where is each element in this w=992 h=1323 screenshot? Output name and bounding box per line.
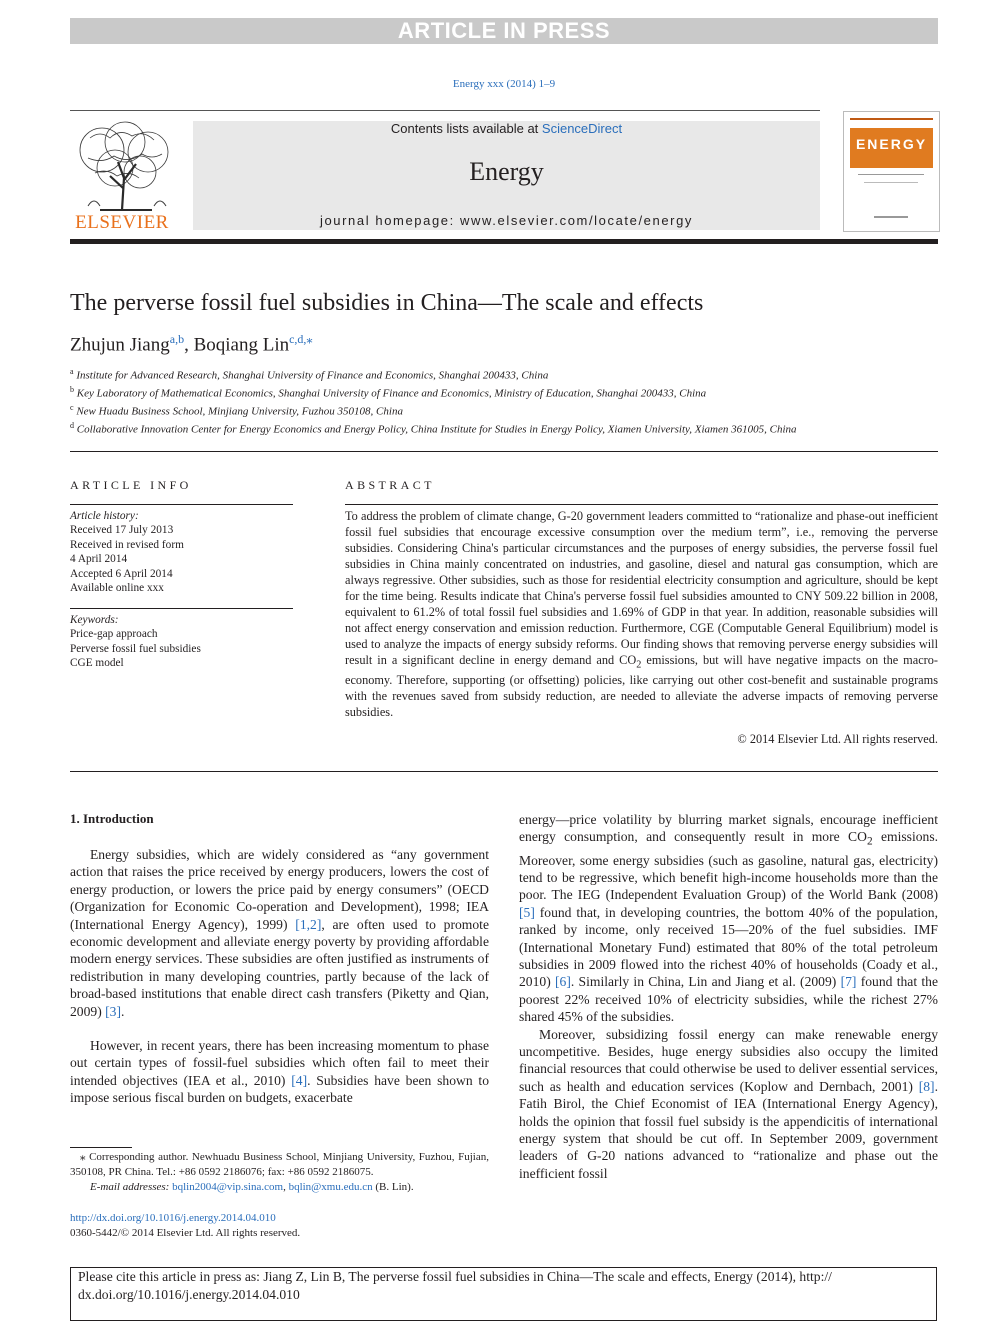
section-divider: [70, 451, 938, 452]
affiliation-item: [70, 401, 870, 419]
article-title: The perverse fossil fuel subsidies in China—The scale and effects: [70, 290, 704, 316]
body-paragraph: [519, 811, 938, 1026]
article-info-rule: [70, 504, 293, 505]
footnote-text: Corresponding author. Newhuadu Business School, Minjiang University, Fuzhou, Fujian, 350108, PR China. Tel.: +86 0592 2186076; fax: +86 0592 2186075.: [70, 1151, 489, 1178]
citation-box: [70, 1267, 937, 1321]
section-divider: [70, 771, 938, 772]
section-heading: 1. Introduction: [70, 811, 154, 826]
citation-line[interactable]: Please cite this article in press as: Jiang Z, Lin B, The perverse fossil fuel subsidies in China—The scale and effects, Energy (2014), http://: [78, 1269, 832, 1284]
corresponding-author-footnote: [70, 1150, 489, 1195]
author-name[interactable]: Zhujun Jiang: [70, 334, 170, 356]
body-paragraph: [70, 846, 489, 1020]
citation-link[interactable]: [8]: [918, 1078, 935, 1094]
affiliation-text: Collaborative Innovation Center for Energy Economics and Energy Policy, China Institute for Studies in Energy Policy, Xiamen University, Xiamen 361005, China: [76, 424, 797, 437]
affiliation-text: Institute for Advanced Research, Shanghai University of Finance and Economics, Shanghai 200433, China: [76, 369, 549, 382]
affiliations: [70, 365, 870, 438]
email-link[interactable]: bqlin@xmu.edu.cn: [288, 1181, 373, 1193]
author-affiliation-marker[interactable]: a,b: [169, 332, 185, 346]
email-suffix: (B. Lin).: [372, 1181, 414, 1193]
issn-line: 0360-5442/© 2014 Elsevier Ltd. All rights reserved.: [70, 1227, 301, 1239]
article-history: [70, 509, 293, 595]
body-paragraph: [70, 1037, 489, 1107]
journal-homepage-link[interactable]: journal homepage: www.elsevier.com/locate/energy: [319, 213, 694, 228]
affiliation-text: Key Laboratory of Mathematical Economics, Shanghai University of Finance and Economics, Ministry of Education, Shanghai 200433, China: [76, 387, 707, 400]
journal-reference[interactable]: Energy xxx (2014) 1–9: [452, 78, 556, 90]
author-list: Zhujun Jiang$^{a,b}$, Boqiang Lin$^{c,d,⁎}$: [70, 332, 313, 356]
history-entry: Available online xxx: [70, 582, 164, 595]
history-entry: Received in revised form: [70, 538, 184, 551]
header-top-rule: [70, 110, 820, 111]
header-bottom-rule: [70, 239, 938, 244]
doi-link[interactable]: http://dx.doi.org/10.1016/j.energy.2014.04.010: [70, 1212, 276, 1224]
citation-link[interactable]: [4]: [291, 1072, 308, 1088]
journal-cover-image: [843, 111, 940, 232]
subscript: 2: [636, 659, 642, 671]
contents-prefix: Contents lists available at: [390, 121, 542, 136]
email-label: E-mail addresses:: [90, 1181, 173, 1193]
keyword-item: Perverse fossil fuel subsidies: [70, 642, 201, 655]
affiliation-item: [70, 365, 870, 383]
contents-availability-line: [193, 121, 820, 136]
publisher-wordmark: ELSEVIER: [75, 212, 169, 233]
article-history-label: Article history:: [70, 510, 139, 522]
abstract-part: To address the problem of climate change, G-20 government leaders committed to “rationalize and phase-out inefficient fossil fuel subsidies that encourage excessive consumption over the medium term”, i.e., removing the perverse subsidies. Considering China's particular circumstances and the purposes of energy subsidies, the perverse fossil fuel subsidies in China mainly concentrated on industries, and gasoline, diesel and natural gas consumption, which are always regressive. Other subsidies, such as those for residential electricity consumption and agriculture, should be kept for the time being. Results indicate that China's perverse fossil fuel subsidies amounted to CNY 509.22 billion in 2008, equivalent to 61.2% of total fossil fuel subsidies and 1.69% of GDP in that year. In addition, reasonable subsidies will not affect energy conservation and emission reduction. Furthermore, CGE (Computable General Equilibrium) model is used to analyze the impacts of energy subsidy reforms. Our finding shows that removing perverse energy subsidies will result in a significant decline in energy demand and CO: [345, 509, 938, 667]
footnote-rule: [70, 1147, 132, 1148]
affiliation-marker: b: [70, 385, 74, 395]
paragraph-text: However, in recent years, there has been increasing momentum to phase out certain types of fossil-fuel subsidies which often fail to meet their intended objectives (IEA et al., 2010): [70, 1038, 489, 1088]
footnote-marker: ⁎: [80, 1151, 86, 1163]
cover-title: ENERGY: [855, 136, 928, 152]
email-addresses: [70, 1180, 489, 1195]
paragraph-text: energy—price volatility by blurring market signals, encourage inefficient energy consumption, and consequently result in more CO: [519, 812, 938, 845]
abstract-copyright: © 2014 Elsevier Ltd. All rights reserved.: [737, 732, 938, 746]
paragraph-text: Moreover, subsidizing fossil energy can make renewable energy uncompetitive. Besides, huge energy subsidies also occupy the limited financial resources that could otherwise be used to deliver essential services, such as health and education services (Koplow and Dernbach, 2001): [519, 1026, 938, 1094]
paragraph-text: . Fatih Birol, the Chief Economist of IEA (International Energy Agency), holds the opinion that fossil fuel subsidy is the appendicitis of international energy system that should be cut off. In September 2009, government leaders of G-20 nations advanced to “rationalize and phase out the inefficient fossil: [519, 1078, 938, 1181]
body-column-right: [519, 811, 938, 1182]
paragraph-text: .: [120, 1003, 125, 1019]
author-name[interactable]: Boqiang Lin: [193, 334, 290, 356]
abstract-rule: [345, 504, 938, 505]
affiliation-item: [70, 419, 870, 437]
citation-line[interactable]: dx.doi.org/10.1016/j.energy.2014.04.010: [78, 1287, 300, 1303]
paragraph-text: . Subsidies have been shown to impose serious fiscal burden on budgets, exacerbate: [70, 1072, 489, 1106]
abstract-heading: ABSTRACT: [345, 478, 435, 492]
paragraph-text: found that the poorest 22% received 10% of electricity subsidies, while the richest 27% shared 45% of the subsidies.: [519, 974, 938, 1025]
history-entry: Received 17 July 2013: [70, 524, 174, 537]
affiliation-marker: d: [70, 421, 74, 431]
paragraph-text: found that, in developing countries, the bottom 40% of the population, ranked by income, only received 15—20% of the fuel subsidies. IMF (International Monetary Fund) estimated that 80% of the total petroleum subsidies in 2009 flowed into the richest 40% of households (Coady et al., 2010): [519, 904, 938, 990]
keyword-item: Price-gap approach: [70, 628, 158, 641]
affiliation-item: [70, 383, 870, 401]
paragraph-text: Energy subsidies, which are widely considered as “any government action that raises the price received by energy producers, lowers the cost of energy production, or lowers the price paid by energy consumers” (OECD (Organization for Economic Co-operation and Development), 1998; IEA (International Energy Agency), 1999): [70, 847, 489, 932]
sciencedirect-link[interactable]: ScienceDirect: [541, 121, 623, 136]
affiliation-marker: c: [70, 403, 74, 413]
paragraph-text: . Similarly in China, Lin and Jiang et al. (2009): [570, 974, 841, 990]
keywords-rule: [70, 608, 293, 609]
email-link[interactable]: bqlin2004@vip.sina.com: [172, 1181, 284, 1193]
journal-name: Energy: [469, 157, 544, 186]
citation-link[interactable]: [5]: [519, 904, 535, 920]
corresponding-author-marker[interactable]: ⁎: [306, 332, 313, 346]
affiliation-text: New Huadu Business School, Minjiang University, Fuzhou 350108, China: [76, 405, 403, 418]
body-paragraph: [519, 1026, 938, 1183]
keyword-item: CGE model: [70, 657, 124, 670]
article-in-press-banner: ARTICLE IN PRESS: [70, 18, 938, 44]
subscript: 2: [866, 836, 873, 849]
paragraph-text: emissions. Moreover, some energy subsidies (such as gasoline, natural gas, electricity) tend to be regressive, which benefit high-income households more than the poor. The IEG (Independent Evaluation Group) of the World Bank (2008): [519, 829, 939, 903]
abstract-part: emissions, but will have negative impacts on the macro-economy. Therefore, supporting (or offsetting) policies, like carrying out other cost-benefit and sustainable programs with the revenues saved from subsidy reduction, are needed to alleviate the adverse impacts of removing perverse subsidies.: [345, 652, 938, 719]
email-separator: ,: [283, 1181, 289, 1193]
abstract-text: [345, 509, 938, 721]
article-info-heading: ARTICLE INFO: [70, 478, 192, 492]
history-entry: Accepted 6 April 2014: [70, 567, 173, 580]
citation-link[interactable]: [3]: [105, 1003, 121, 1019]
keywords: [70, 613, 293, 671]
citation-link[interactable]: [1,2]: [295, 916, 322, 932]
citation-link[interactable]: [7]: [840, 974, 857, 990]
paragraph-text: , are often used to promote economic development and alleviate energy poverty by providing affordable modern energy services. These subsidies are often justified as instruments of redistribution in many developing countries, partly because of the lack of broad-based institutions that enable direct cash transfers (Piketty and Qian, 2009): [70, 916, 489, 1019]
keywords-label: Keywords:: [70, 614, 119, 626]
author-affiliation-marker[interactable]: c,d,: [289, 332, 307, 346]
affiliation-marker: a: [70, 367, 74, 376]
history-entry: 4 April 2014: [70, 553, 128, 566]
citation-link[interactable]: [6]: [555, 974, 571, 990]
